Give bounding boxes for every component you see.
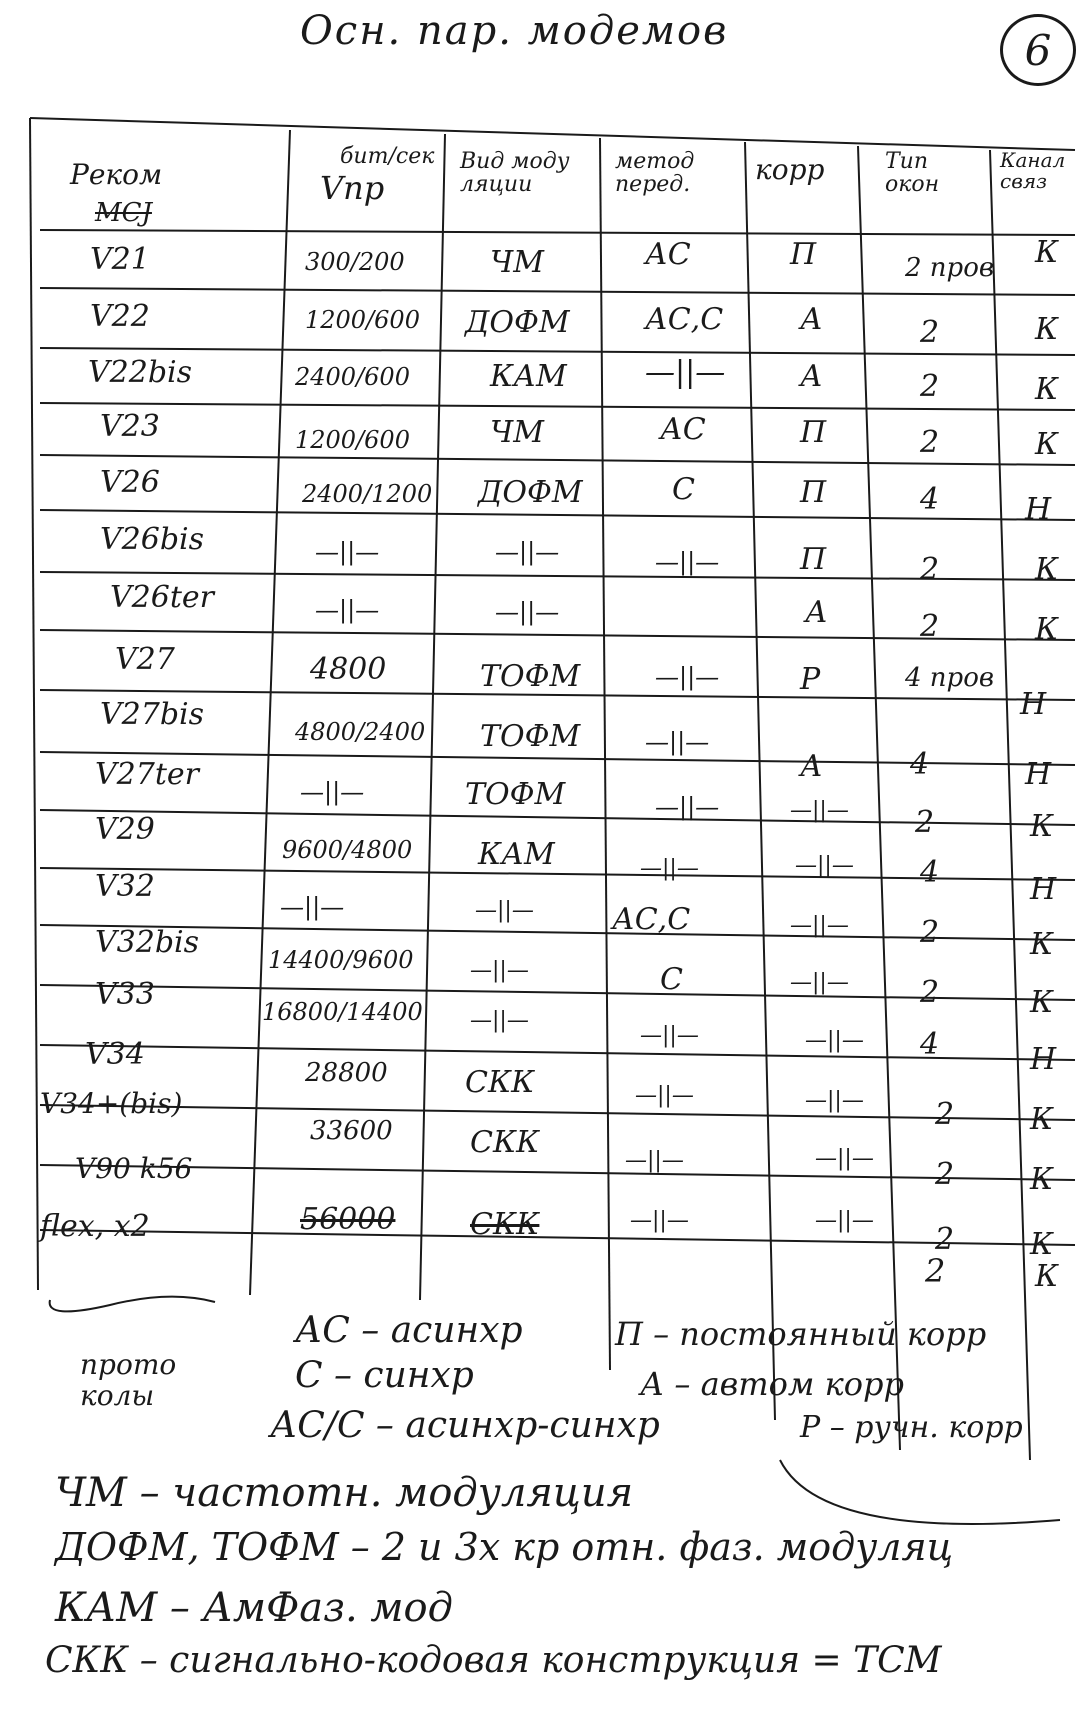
legend-line1: АС – асинхр (295, 1310, 523, 1351)
cell-chan: 2 (935, 1157, 955, 1192)
cell-method: —||— (640, 856, 699, 881)
cell-link: К (1030, 985, 1054, 1020)
cell-chan: 2 (935, 1222, 955, 1257)
note-line: ДОФМ, ТОФМ – 2 и 3х кр отн. фаз. модуляц (55, 1525, 954, 1569)
cell-corr: П (800, 475, 827, 510)
cell-chan: 4 (920, 482, 940, 517)
cell-link: К (1030, 927, 1054, 962)
cell-link: К (1030, 1102, 1054, 1137)
cell-chan: 2 (920, 425, 940, 460)
cell-rec: V21 (90, 242, 150, 277)
cell-rec: flex, x2 (40, 1209, 150, 1244)
cell-rec: V27bis (100, 697, 205, 732)
cell-speed: 4800/2400 (295, 718, 426, 746)
header-chan: Канал связ (1000, 148, 1066, 193)
cell-method: —||— (635, 1083, 694, 1108)
cell-method: —||— (645, 355, 726, 390)
cell-mod: —||— (470, 1008, 529, 1033)
cell-speed: 1200/600 (295, 426, 410, 454)
cell-corr: —||— (815, 1208, 874, 1233)
cell-speed: 33600 (310, 1116, 393, 1146)
cell-mod: ДОФМ (465, 305, 570, 340)
cell-rec: V27 (115, 642, 175, 677)
cell-corr: А (800, 749, 823, 784)
cell-corr: —||— (805, 1088, 864, 1113)
cell-method: —||— (655, 663, 720, 691)
header-speed-unit: бит/сек (340, 144, 435, 169)
cell-corr: —||— (790, 798, 849, 823)
cell-link: Н (1025, 757, 1052, 792)
cell-link: К (1035, 235, 1059, 270)
cell-link: К (1035, 372, 1059, 407)
cell-rec: V33 (95, 977, 155, 1012)
note-line: КАМ – АмФаз. мод (55, 1585, 453, 1631)
cell-rec: V26ter (110, 580, 214, 615)
cell-chan: 4 (920, 855, 940, 890)
cell-mod: ЧМ (490, 245, 544, 280)
cell-rec: V32 (95, 869, 155, 904)
cell-method: —||— (640, 1023, 699, 1048)
cell-rec: V27ter (95, 757, 199, 792)
cell-corr: П (800, 415, 827, 450)
cell-rec: V22 (90, 299, 150, 334)
cell-chan: 2 (920, 915, 940, 950)
cell-method: С (660, 962, 683, 997)
cell-mod: СКК (470, 1207, 540, 1242)
header-speed: Vпр (320, 169, 385, 207)
cell-chan: 2 (920, 975, 940, 1010)
cell-rec: V34+(bis) (40, 1087, 183, 1120)
header-chan-type: Тип окон (885, 149, 940, 198)
cell-speed: 56000 (300, 1202, 396, 1237)
cell-mod: СКК (470, 1125, 540, 1160)
cell-mod: —||— (495, 598, 560, 626)
cell-chan: 2 (920, 315, 940, 350)
cell-corr: Р (800, 662, 821, 697)
cell-rec: V22bis (88, 355, 193, 390)
cell-link: Н (1025, 492, 1052, 527)
header-method: метод перед. (615, 149, 695, 198)
cell-corr: —||— (795, 853, 854, 878)
cell-method: АС (660, 412, 706, 447)
cell-corr: —||— (815, 1146, 874, 1171)
cell-link: К (1035, 552, 1059, 587)
cell-mod: СКК (465, 1065, 535, 1100)
cell-chan: 2 (920, 369, 940, 404)
cell-mod: ТОФМ (465, 777, 566, 812)
header-mod: Вид моду ляции (460, 149, 570, 198)
cell-mod: КАМ (478, 837, 555, 872)
cell-method: АС,С (612, 902, 691, 937)
cell-link: Н (1030, 1042, 1057, 1077)
cell-chan: 2 (920, 609, 940, 644)
note-line: ЧМ – частотн. модуляция (55, 1470, 634, 1516)
cell-rec: V32bis (95, 925, 200, 960)
cell-speed: —||— (280, 893, 345, 921)
legend-corr1: П – постоянный корр (615, 1315, 987, 1353)
cell-chan: 2 (925, 1252, 946, 1290)
legend-line3: АС/С – асинхр-синхр (270, 1405, 660, 1446)
cell-chan: 2 (935, 1097, 955, 1132)
cell-speed: 2400/600 (295, 363, 410, 391)
cell-mod: ТОФМ (480, 659, 581, 694)
cell-corr: —||— (790, 970, 849, 995)
cell-corr: А (800, 302, 823, 337)
cell-rec: V34 (85, 1037, 145, 1072)
cell-mod: ТОФМ (480, 719, 581, 754)
cell-mod: —||— (495, 538, 560, 566)
cell-corr: А (800, 359, 823, 394)
cell-rec: V23 (100, 409, 160, 444)
header-corr: корр (755, 153, 825, 186)
cell-rec: V90 k56 (75, 1152, 193, 1185)
cell-corr: П (790, 237, 817, 272)
cell-method: —||— (625, 1148, 684, 1173)
cell-method: С (672, 472, 695, 507)
cell-speed: 16800/14400 (262, 998, 423, 1026)
cell-speed: 1200/600 (305, 306, 420, 334)
header-rec2: MCJ (95, 198, 152, 228)
cell-speed: —||— (315, 538, 380, 566)
cell-link: К (1035, 1259, 1059, 1294)
cell-speed: 14400/9600 (268, 946, 414, 974)
page-number: 6 (1000, 14, 1076, 86)
cell-link: К (1030, 1162, 1054, 1197)
cell-rec: V29 (95, 812, 155, 847)
cell-method: —||— (630, 1208, 689, 1233)
cell-chan: 2 (915, 805, 935, 840)
legend-corr3: Р – ручн. корр (800, 1410, 1023, 1445)
cell-speed: 28800 (305, 1058, 388, 1088)
cell-mod: —||— (470, 958, 529, 983)
cell-method: —||— (645, 728, 710, 756)
cell-mod: ЧМ (490, 415, 544, 450)
legend-protocols: прото колы (80, 1348, 177, 1412)
cell-link: К (1035, 312, 1059, 347)
cell-corr: —||— (805, 1028, 864, 1053)
cell-speed: —||— (300, 778, 365, 806)
cell-link: К (1030, 809, 1054, 844)
note-line: СКК – сигнально-кодовая конструкция = ТСМ (45, 1640, 942, 1681)
cell-mod: —||— (475, 898, 534, 923)
cell-method: АС (645, 237, 691, 272)
cell-speed: 4800 (310, 652, 387, 687)
header-rec: Реком (70, 158, 163, 191)
cell-corr: П (800, 542, 827, 577)
cell-corr: —||— (790, 913, 849, 938)
cell-speed: 300/200 (305, 248, 405, 276)
cell-mod: КАМ (490, 359, 567, 394)
cell-method: —||— (655, 793, 720, 821)
cell-chan: 4 пров (905, 663, 994, 693)
cell-corr: А (805, 595, 828, 630)
cell-chan: 2 пров (905, 253, 994, 283)
cell-rec: V26 (100, 465, 160, 500)
cell-chan: 2 (920, 552, 940, 587)
cell-rec: V26bis (100, 522, 205, 557)
cell-link: К (1035, 427, 1059, 462)
cell-link: К (1030, 1227, 1054, 1262)
legend-line2: С – синхр (295, 1355, 474, 1396)
cell-chan: 4 (910, 747, 930, 782)
cell-method: АС,С (645, 302, 724, 337)
cell-link: Н (1030, 872, 1057, 907)
cell-link: К (1035, 612, 1059, 647)
cell-chan: 4 (920, 1027, 940, 1062)
cell-method: —||— (655, 548, 720, 576)
legend-corr2: А – автом корр (640, 1365, 904, 1403)
cell-mod: ДОФМ (478, 475, 583, 510)
cell-link: Н (1020, 687, 1047, 722)
page-title: Осн. пар. модемов (300, 8, 729, 54)
cell-speed: 2400/1200 (302, 480, 433, 508)
cell-speed: —||— (315, 596, 380, 624)
cell-speed: 9600/4800 (282, 836, 413, 864)
